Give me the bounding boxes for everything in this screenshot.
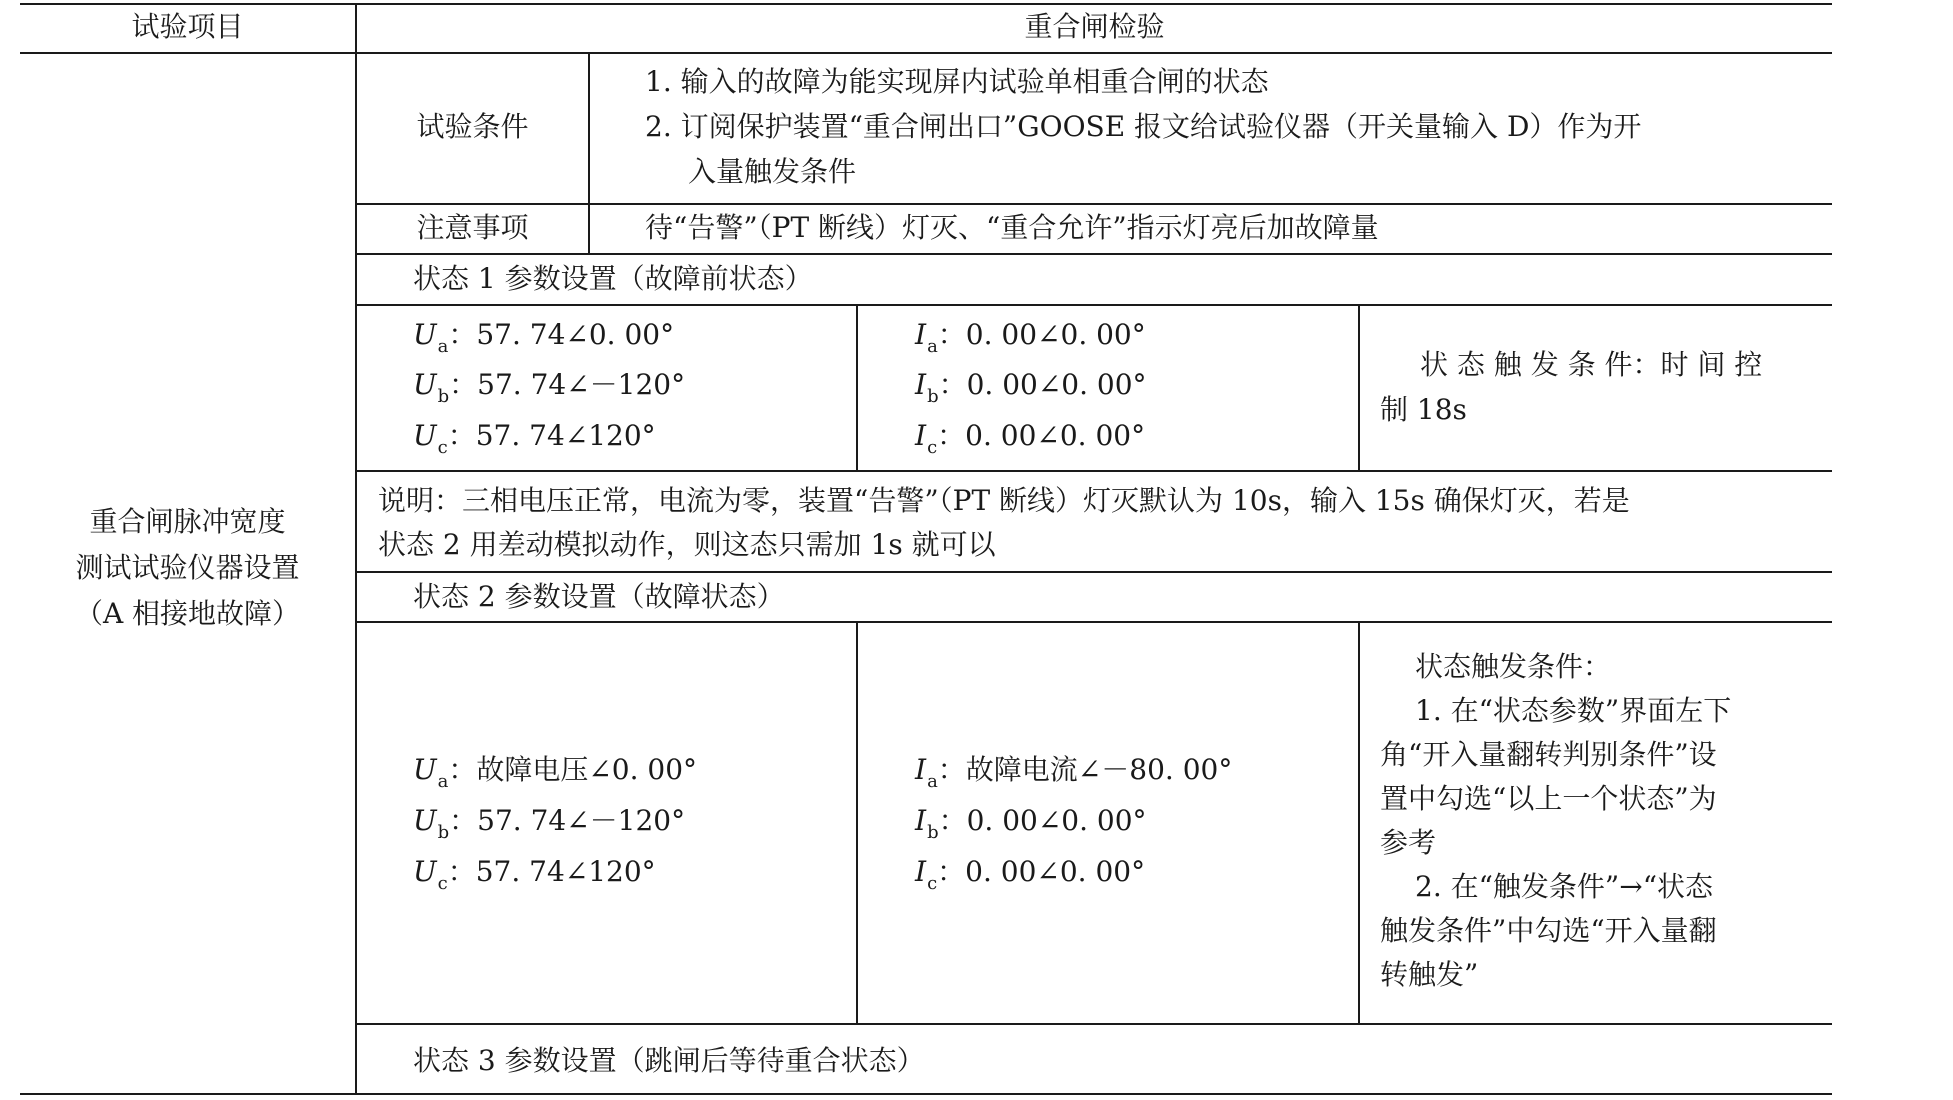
state1-voltage-c: $U_c$：57. 74∠120° xyxy=(413,419,656,458)
notes-text: 待“告警”（PT 断线）灯灭、“重合允许”指示灯亮后加故障量 xyxy=(645,211,1379,244)
header-main: 重合闸检验 xyxy=(1024,10,1165,43)
state2-current-a: $I_a$：故障电流∠－80. 00° xyxy=(915,753,1233,792)
rule-header-bottom xyxy=(20,52,1832,54)
rule-state1-title-bottom xyxy=(355,304,1832,306)
rule-state2-body-bottom xyxy=(355,1023,1832,1025)
rule-label-column xyxy=(588,52,590,255)
rule-explanation-bottom xyxy=(355,571,1832,573)
state3-title: 状态 3 参数设置（跳闸后等待重合状态） xyxy=(413,1044,925,1077)
rule-state1-body-bottom xyxy=(355,470,1832,472)
conditions-line-3: 入量触发条件 xyxy=(688,155,857,188)
state2-current-c: $I_c$：0. 00∠0. 00° xyxy=(915,855,1146,894)
notes-label: 注意事项 xyxy=(416,211,529,244)
rule-bottom xyxy=(20,1093,1832,1095)
state2-title: 状态 2 参数设置（故障状态） xyxy=(413,580,785,613)
state2-voltage-a: $U_a$：故障电压∠0. 00° xyxy=(413,753,698,792)
state1-current-b: $I_b$：0. 00∠0. 00° xyxy=(915,368,1147,407)
state1-voltage-a: $U_a$：57. 74∠0. 00° xyxy=(413,318,675,357)
item-name-line-1: 重合闸脉冲宽度 xyxy=(89,505,286,538)
state2-trigger-line-1: 状态触发条件： xyxy=(1415,650,1612,683)
state2-current-b: $I_b$：0. 00∠0. 00° xyxy=(915,804,1147,843)
conditions-line-2: 2. 订阅保护装置“重合闸出口”GOOSE 报文给试验仪器（开关量输入 D）作为开 xyxy=(645,110,1642,143)
item-name-line-3: （A 相接地故障） xyxy=(74,597,301,630)
rule-state2-col2 xyxy=(1358,621,1360,1025)
state2-trigger-line-5: 参考 xyxy=(1380,826,1437,859)
state1-voltage-b: $U_b$：57. 74∠－120° xyxy=(413,368,686,407)
state2-voltage-b: $U_b$：57. 74∠－120° xyxy=(413,804,686,843)
state1-current-a: $I_a$：0. 00∠0. 00° xyxy=(915,318,1146,357)
rule-item-column xyxy=(355,3,357,1095)
state1-current-c: $I_c$：0. 00∠0. 00° xyxy=(915,419,1146,458)
explanation-line-1: 说明：三相电压正常，电流为零，装置“告警”（PT 断线）灯灭默认为 10s，输入 15s 确保灯灭，若是 xyxy=(378,484,1630,517)
explanation-line-2: 状态 2 用差动模拟动作，则这态只需加 1s 就可以 xyxy=(378,528,996,561)
state1-trigger-line-1: 状 态 触 发 条 件：时 间 控 xyxy=(1420,348,1763,381)
state2-trigger-line-3: 角“开入量翻转判别条件”设 xyxy=(1380,738,1717,771)
state2-trigger-line-6: 2. 在“触发条件”→“状态 xyxy=(1415,870,1714,903)
header-item: 试验项目 xyxy=(131,10,244,43)
state2-trigger-line-8: 转触发” xyxy=(1380,958,1479,991)
conditions-label: 试验条件 xyxy=(416,110,529,143)
rule-state2-col1 xyxy=(856,621,858,1025)
conditions-line-1: 1. 输入的故障为能实现屏内试验单相重合闸的状态 xyxy=(645,65,1269,98)
state1-trigger-line-2: 制 18s xyxy=(1380,393,1467,426)
rule-state1-col2 xyxy=(1358,304,1360,472)
rule-notes-bottom xyxy=(355,253,1832,255)
state1-title: 状态 1 参数设置（故障前状态） xyxy=(413,262,813,295)
rule-state2-title-bottom xyxy=(355,621,1832,623)
state2-trigger-line-4: 置中勾选“以上一个状态”为 xyxy=(1380,782,1717,815)
item-name-line-2: 测试试验仪器设置 xyxy=(75,551,300,584)
rule-conditions-bottom xyxy=(355,203,1832,205)
state2-voltage-c: $U_c$：57. 74∠120° xyxy=(413,855,656,894)
rule-top xyxy=(20,3,1832,5)
state2-trigger-line-2: 1. 在“状态参数”界面左下 xyxy=(1415,694,1732,727)
state2-trigger-line-7: 触发条件”中勾选“开入量翻 xyxy=(1380,914,1717,947)
rule-state1-col1 xyxy=(856,304,858,472)
